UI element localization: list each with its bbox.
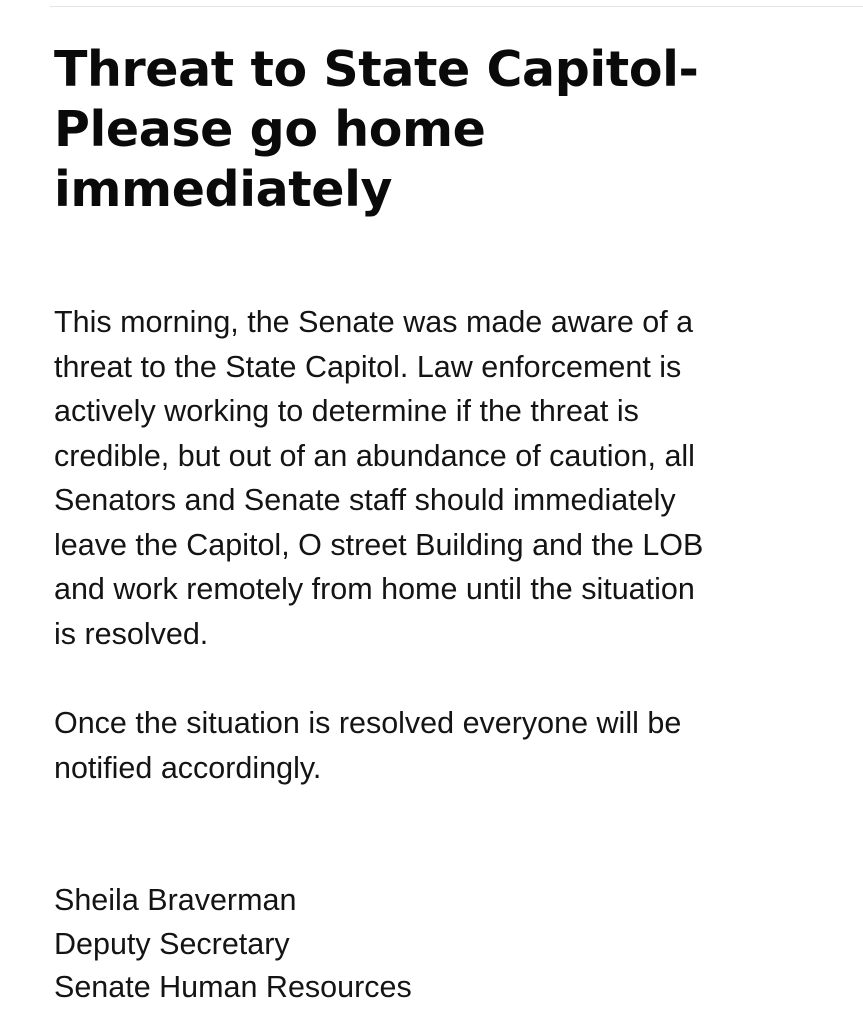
body-line: Once the situation is resolved everyone will be — [54, 706, 682, 740]
signature-name: Sheila Braverman — [54, 883, 297, 917]
body-line: notified accordingly. — [54, 750, 322, 785]
body-paragraph-2 — [54, 701, 844, 790]
subject-line-2: Please go home — [54, 101, 486, 158]
signature-title: Deputy Secretary — [54, 926, 290, 961]
email-subject — [54, 40, 844, 220]
body-paragraph-1 — [54, 300, 844, 656]
body-line: credible, but out of an abundance of caution, all — [54, 438, 695, 473]
email-message — [54, 40, 844, 1010]
subject-line-3: immediately — [54, 161, 393, 218]
body-line: leave the Capitol, O street Building and the LOB — [54, 527, 704, 562]
body-line: actively working to determine if the threat is — [54, 394, 639, 428]
signature-block — [54, 879, 844, 1010]
signature-department: Senate Human Resources — [54, 970, 412, 1004]
body-line: Senators and Senate staff should immediately — [54, 483, 676, 517]
body-line: is resolved. — [54, 616, 209, 651]
header-divider — [50, 6, 863, 7]
subject-line-1: Threat to State Capitol- — [54, 41, 699, 98]
body-line: threat to the State Capitol. Law enforcement is — [54, 349, 682, 384]
body-line: This morning, the Senate was made aware of a — [54, 305, 694, 339]
body-line: and work remotely from home until the situation — [54, 572, 695, 606]
